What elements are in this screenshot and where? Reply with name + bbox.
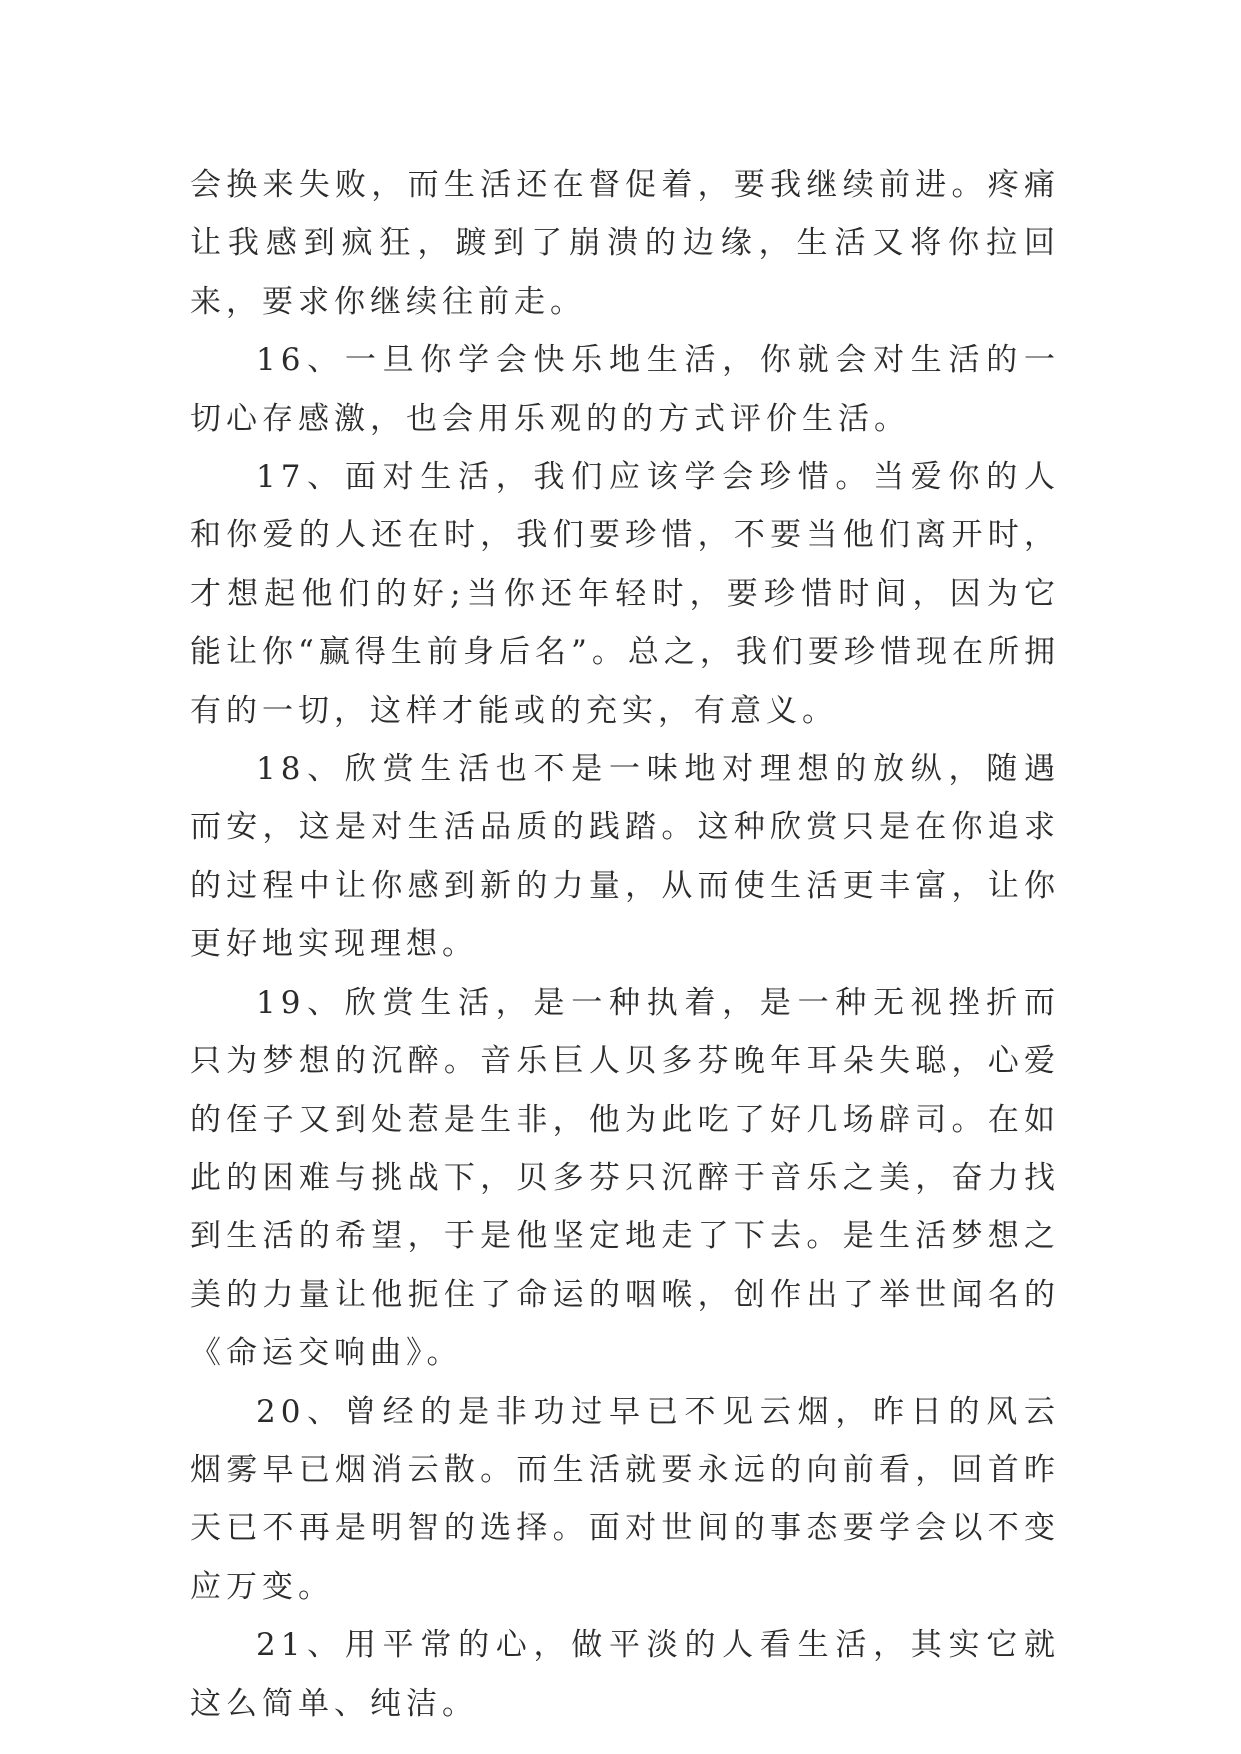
- document-body: [190, 156, 1060, 1733]
- paragraph-18: 18、欣赏生活也不是一味地对理想的放纵，随遇而安，这是对生活品质的践踏。这种欣赏只是在你追求的过程中让你感到新的力量，从而使生活更丰富，让你更好地实现理想。: [190, 751, 1060, 963]
- paragraph-21: 21、用平常的心，做平淡的人看生活，其实它就这么简单、纯洁。: [190, 1627, 1060, 1722]
- paragraph-20: 20、曾经的是非功过早已不见云烟，昨日的风云烟雾早已烟消云散。而生活就要永远的向前看，回首昨天已不再是明智的选择。面对世间的事态要学会以不变应万变。: [190, 1393, 1060, 1605]
- paragraph-19: 19、欣赏生活，是一种执着，是一种无视挫折而只为梦想的沉醉。音乐巨人贝多芬晚年耳朵失聪，心爱的侄子又到处惹是生非，他为此吃了好几场辟司。在如此的困难与挑战下，贝多芬只沉醉于音乐之美，奋力找到生活的希望，于是他坚定地走了下去。是生活梦想之美的力量让他扼住了命运的咽喉，创作出了举世闻名的《命运交响曲》。: [190, 984, 1060, 1372]
- paragraph-15-continued: 会换来失败，而生活还在督促着，要我继续前进。疼痛让我感到疯狂，踱到了崩溃的边缘，生活又将你拉回来，要求你继续往前走。: [190, 167, 1060, 320]
- paragraph-17: 17、面对生活，我们应该学会珍惜。当爱你的人和你爱的人还在时，我们要珍惜，不要当他们离开时，才想起他们的好;当你还年轻时，要珍惜时间，因为它能让你“赢得生前身后名”。总之，我们要珍惜现在所拥有的一切，这样才能或的充实，有意义。: [190, 459, 1060, 729]
- paragraph-16: 16、一旦你学会快乐地生活，你就会对生活的一切心存感激，也会用乐观的的方式评价生活。: [190, 342, 1060, 437]
